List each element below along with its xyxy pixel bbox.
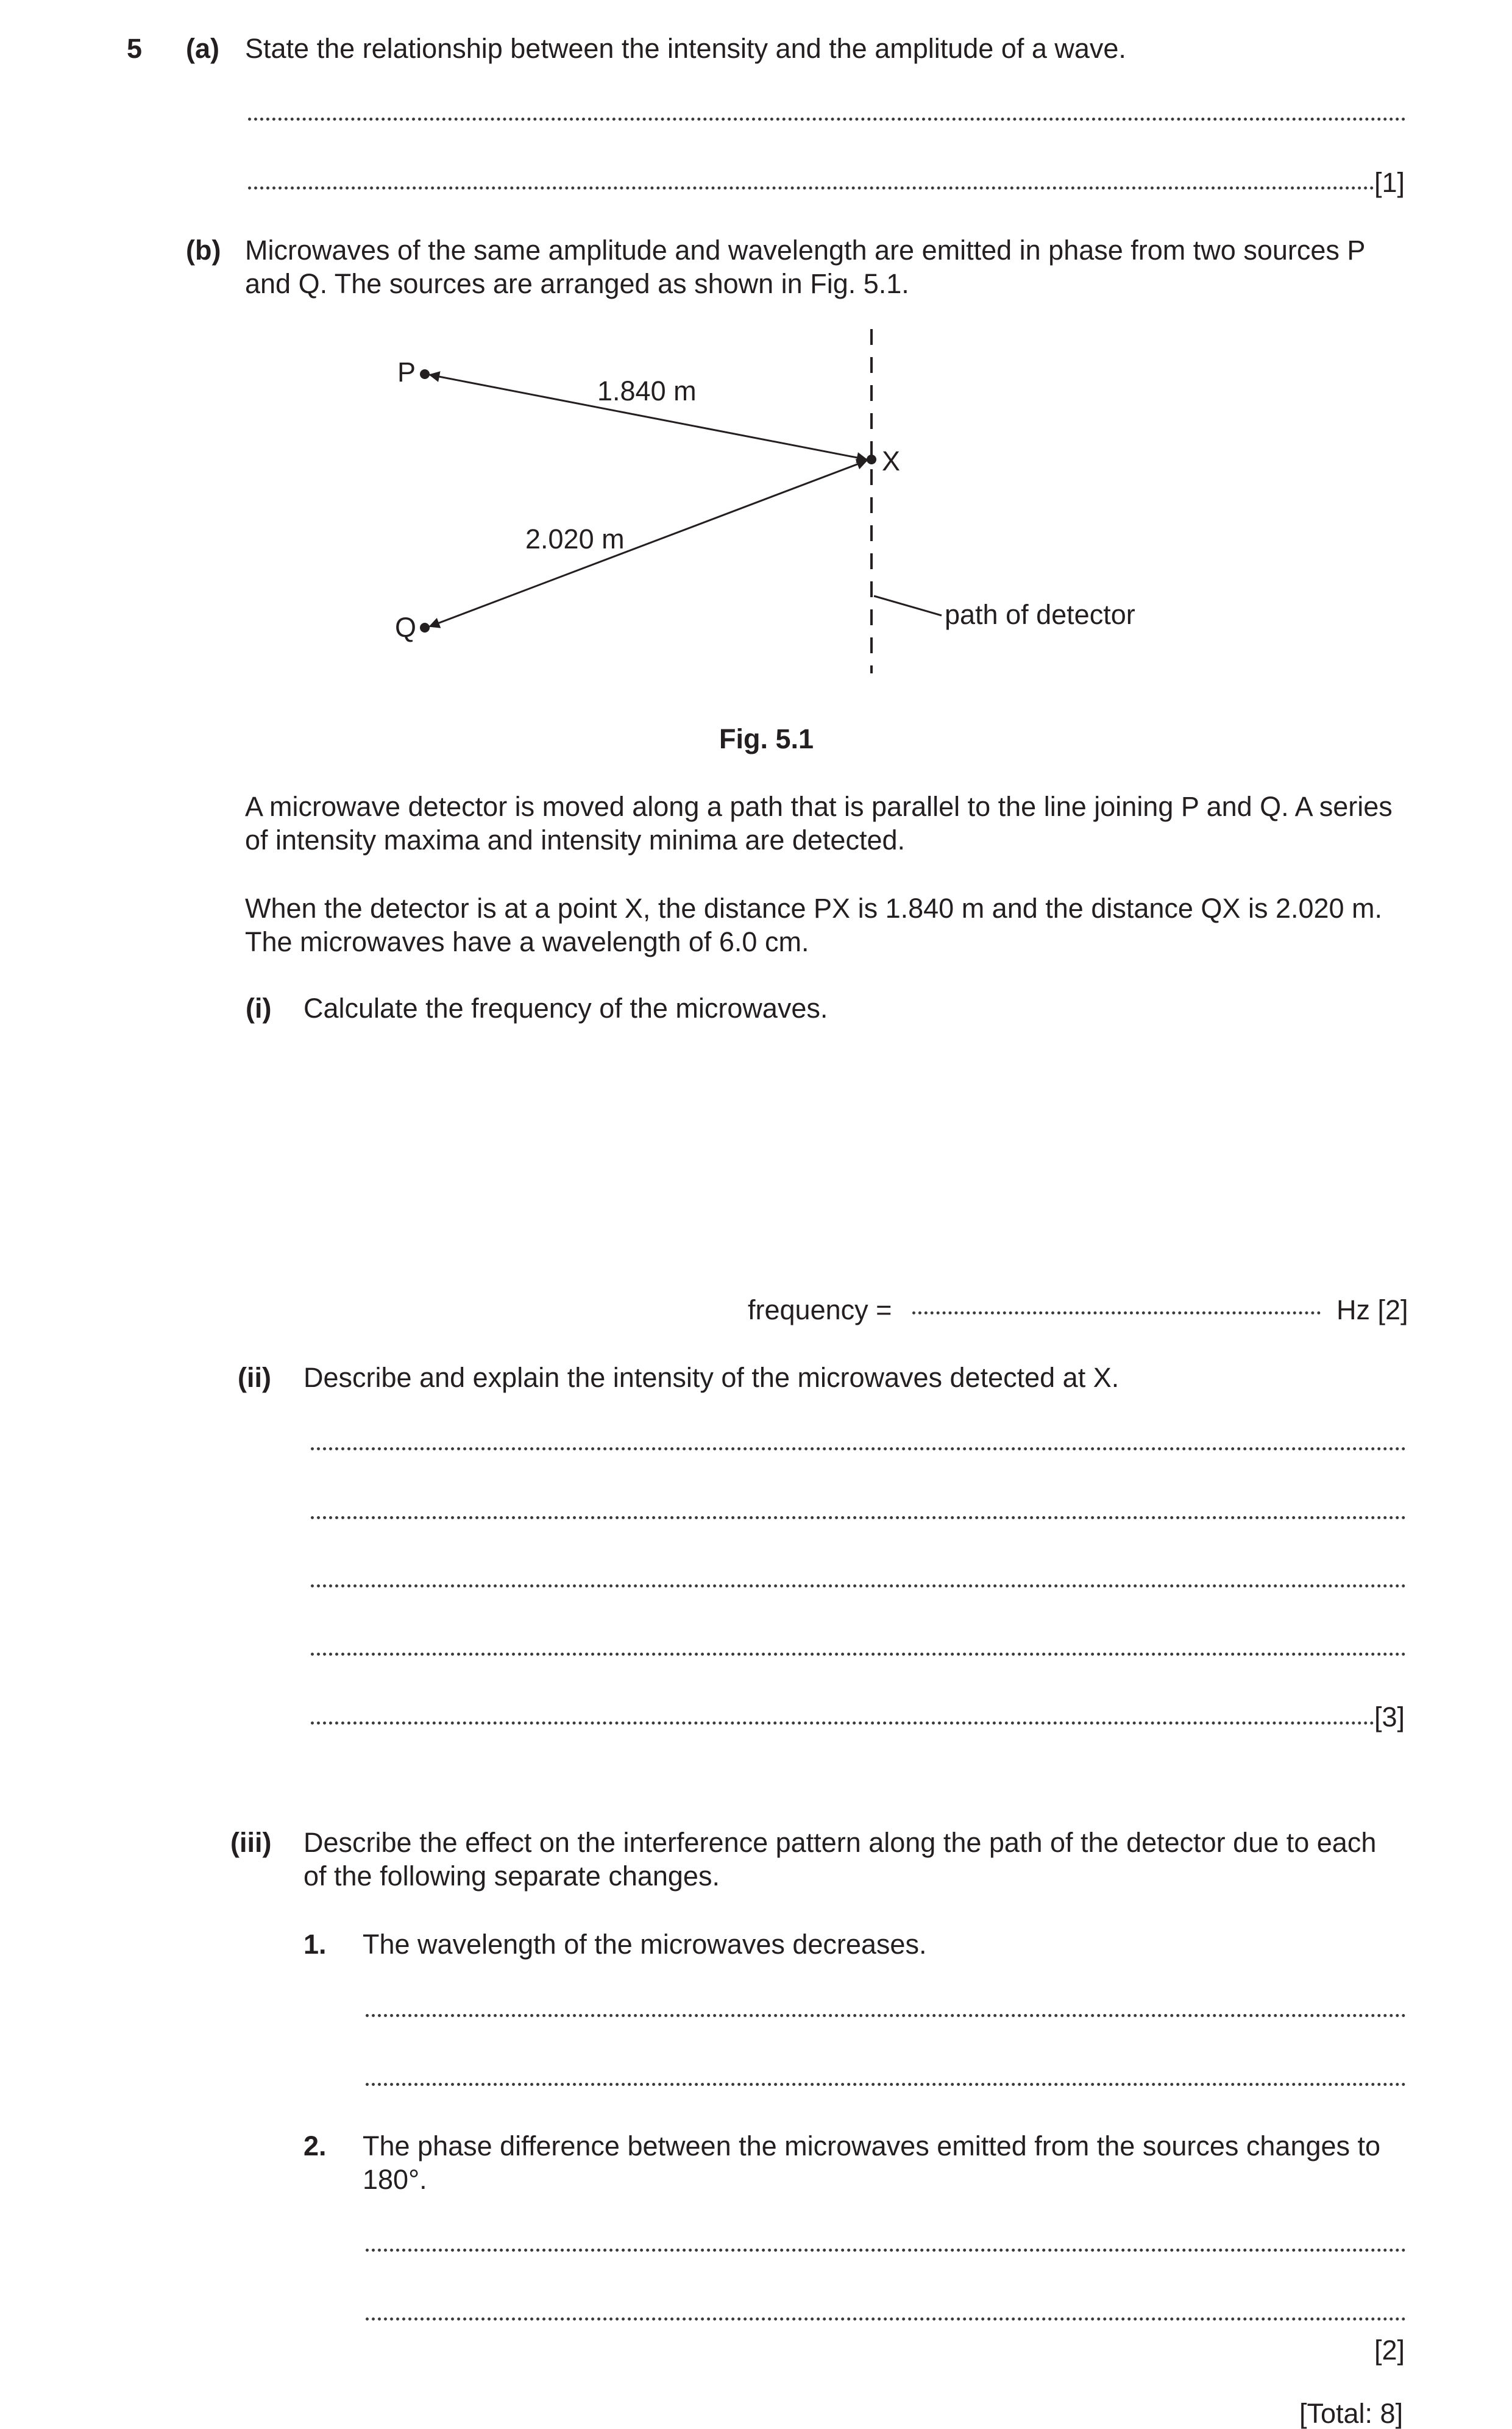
frequency-label: frequency =	[748, 1294, 892, 1325]
frequency-unit-marks: Hz [2]	[1336, 1294, 1408, 1325]
part-ii-text: Describe and explain the intensity of the microwaves detected at X.	[303, 1362, 1120, 1393]
source-q-point	[420, 623, 430, 633]
marks-ii: [3]	[1374, 1701, 1405, 1732]
answer-line[interactable]	[366, 2249, 1406, 2252]
part-i-text: Calculate the frequency of the microwaves.	[303, 993, 828, 1024]
question-number: 5	[127, 33, 143, 64]
frequency-answer-line[interactable]	[912, 1311, 1321, 1314]
total-marks: [Total: 8]	[1299, 2398, 1404, 2429]
answer-line[interactable]	[366, 2014, 1406, 2017]
point-x	[867, 455, 876, 464]
part-a-text: State the relationship between the intensity and the amplitude of a wave.	[245, 33, 1126, 64]
part-a-label: (a)	[186, 33, 219, 64]
item2-number: 2.	[303, 2130, 327, 2161]
path-of-detector-label: path of detector	[945, 599, 1135, 630]
label-x: X	[882, 445, 901, 477]
source-p-point	[420, 369, 430, 379]
para2-line1: When the detector is at a point X, the distance PX is 1.840 m and the distance QX is 2.020 m.	[245, 893, 1383, 924]
label-q: Q	[395, 612, 417, 643]
answer-line[interactable]	[366, 2083, 1406, 2086]
para2-line2: The microwaves have a wavelength of 6.0 cm.	[245, 926, 809, 957]
part-iii-text-line1: Describe the effect on the interference pattern along the path of the detector due to each	[303, 1827, 1377, 1858]
answer-line[interactable]	[311, 1516, 1406, 1519]
figure-5-1-diagram	[0, 0, 1512, 701]
label-p: P	[397, 356, 416, 388]
item2-text-line2: 180°.	[363, 2164, 427, 2195]
part-b-intro-line1: Microwaves of the same amplitude and wavelength are emitted in phase from two sources P	[245, 235, 1366, 266]
para1-line2: of intensity maxima and intensity minima are detected.	[245, 824, 906, 856]
marks-iii: [2]	[1374, 2335, 1405, 2366]
part-iii-text-line2: of the following separate changes.	[303, 1860, 720, 1892]
answer-line[interactable]	[311, 1447, 1406, 1450]
path-label-leader	[874, 596, 942, 615]
distance-px-label: 1.840 m	[597, 375, 697, 406]
part-iii-label: (iii)	[230, 1827, 272, 1858]
answer-line[interactable]	[311, 1653, 1406, 1656]
distance-qx-label: 2.020 m	[525, 523, 625, 555]
part-ii-label: (ii)	[238, 1362, 271, 1393]
part-i-label: (i)	[246, 993, 272, 1024]
answer-line[interactable]	[311, 1584, 1406, 1587]
answer-line[interactable]	[366, 2317, 1406, 2321]
part-b-intro-line2: and Q. The sources are arranged as shown in Fig. 5.1.	[245, 268, 909, 299]
item1-text: The wavelength of the microwaves decreases.	[363, 1929, 927, 1960]
marks-a: [1]	[1374, 167, 1405, 198]
part-b-label: (b)	[186, 235, 221, 266]
figure-caption: Fig. 5.1	[719, 723, 814, 754]
qx-distance-line	[430, 461, 867, 626]
item1-number: 1.	[303, 1929, 327, 1960]
item2-text-line1: The phase difference between the microwaves emitted from the sources changes to	[363, 2130, 1381, 2161]
answer-line[interactable]	[311, 1722, 1374, 1725]
para1-line1: A microwave detector is moved along a path that is parallel to the line joining P and Q. A series	[245, 791, 1393, 822]
